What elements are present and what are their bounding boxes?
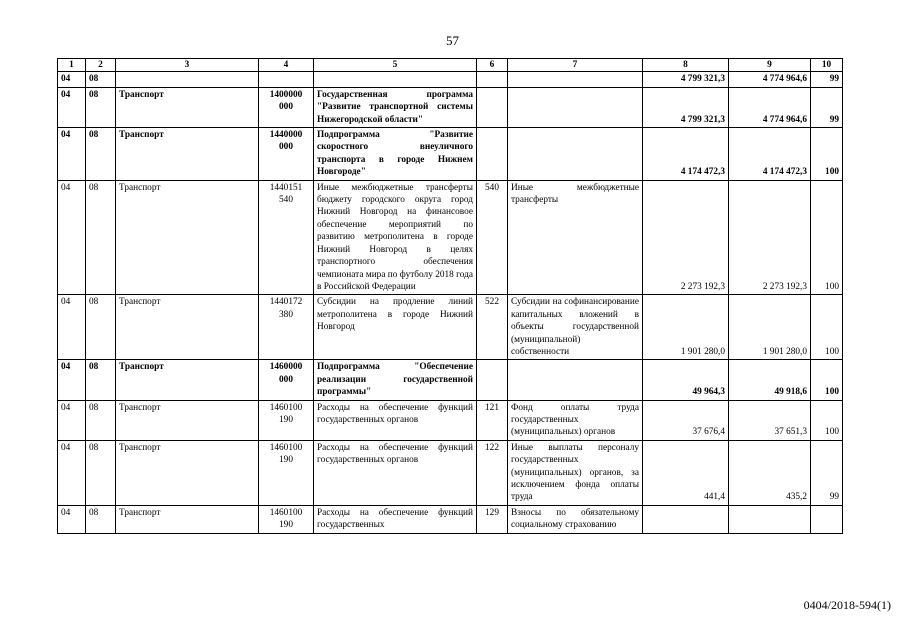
expense-type-name (508, 128, 643, 181)
expense-type-name (508, 360, 643, 400)
expense-type-code (477, 360, 508, 400)
planned-amount: 4 799 321,3 (643, 87, 729, 127)
expense-type-code (477, 87, 508, 127)
expense-type-code (477, 128, 508, 181)
executed-amount: 2 273 192,3 (729, 180, 811, 295)
subsection-name: Транспорт (116, 505, 259, 533)
subsection-code: 08 (86, 400, 116, 440)
executed-amount: 435,2 (729, 440, 811, 505)
page-number: 57 (446, 33, 459, 48)
subsection-code: 08 (86, 360, 116, 400)
expense-type-name (508, 87, 643, 127)
subsection-name: Транспорт (116, 440, 259, 505)
target-article: 1440172 380 (259, 295, 314, 360)
execution-percent: 100 (811, 295, 843, 360)
col-header: 3 (116, 59, 259, 72)
table-row (58, 505, 843, 533)
col-header: 10 (811, 59, 843, 72)
executed-amount: 37 651,3 (729, 400, 811, 440)
target-article: 1440151 540 (259, 180, 314, 295)
article-name: Расходы на обеспечение функций государственных (314, 505, 477, 533)
executed-amount: 4 774 964,6 (729, 72, 811, 87)
expense-type-name: Субсидии на софинансирование капитальных вложений в объекты государственной (муниципальной) собственности (508, 295, 643, 360)
expense-type-name: Иные выплаты персоналу государственных (муниципальных) органов, за исключением фонда оплаты труда (508, 440, 643, 505)
table-row (58, 360, 843, 400)
section-code: 04 (58, 440, 86, 505)
article-name: Подпрограмма "Обеспечение реализации государственной программы" (314, 360, 477, 400)
section-code: 04 (58, 87, 86, 127)
article-name: Субсидии на продление линий метрополитена в городе Нижний Новгород (314, 295, 477, 360)
expense-type-code: 121 (477, 400, 508, 440)
col-header: 1 (58, 59, 86, 72)
section-code: 04 (58, 180, 86, 295)
col-header: 8 (643, 59, 729, 72)
target-article: 1460000 000 (259, 360, 314, 400)
execution-percent: 100 (811, 128, 843, 181)
subsection-name: Транспорт (116, 295, 259, 360)
expense-type-name: Иные межбюджетные трансферты (508, 180, 643, 295)
subsection-code: 08 (86, 87, 116, 127)
planned-amount: 37 676,4 (643, 400, 729, 440)
execution-percent: 100 (811, 400, 843, 440)
executed-amount (729, 505, 811, 533)
target-article: 1460100 190 (259, 505, 314, 533)
execution-percent: 99 (811, 440, 843, 505)
planned-amount: 2 273 192,3 (643, 180, 729, 295)
section-code: 04 (58, 360, 86, 400)
section-code: 04 (58, 400, 86, 440)
budget-table (57, 58, 843, 534)
planned-amount: 4 174 472,3 (643, 128, 729, 181)
expense-type-name: Фонд оплаты труда государственных (муниципальных) органов (508, 400, 643, 440)
expense-type-code: 522 (477, 295, 508, 360)
section-code: 04 (58, 295, 86, 360)
expense-type-code (477, 72, 508, 87)
subsection-name: Транспорт (116, 87, 259, 127)
col-header: 7 (508, 59, 643, 72)
subsection-code: 08 (86, 440, 116, 505)
subsection-name: Транспорт (116, 180, 259, 295)
execution-percent: 99 (811, 87, 843, 127)
header-row (58, 59, 843, 72)
col-header: 2 (86, 59, 116, 72)
execution-percent (811, 505, 843, 533)
planned-amount: 441,4 (643, 440, 729, 505)
expense-type-code: 129 (477, 505, 508, 533)
target-article: 1460100 190 (259, 440, 314, 505)
executed-amount: 4 774 964,6 (729, 87, 811, 127)
table-row (58, 128, 843, 181)
article-name: Расходы на обеспечение функций государственных органов (314, 440, 477, 505)
subsection-name: Транспорт (116, 400, 259, 440)
executed-amount: 1 901 280,0 (729, 295, 811, 360)
subsection-code: 08 (86, 128, 116, 181)
col-header: 6 (477, 59, 508, 72)
execution-percent: 100 (811, 180, 843, 295)
executed-amount: 49 918,6 (729, 360, 811, 400)
execution-percent: 100 (811, 360, 843, 400)
col-header: 9 (729, 59, 811, 72)
table-row (58, 295, 843, 360)
table-row (58, 87, 843, 127)
target-article: 1400000 000 (259, 87, 314, 127)
expense-type-name (508, 72, 643, 87)
article-name (314, 72, 477, 87)
expense-type-code: 122 (477, 440, 508, 505)
planned-amount (643, 505, 729, 533)
article-name: Иные межбюджетные трансферты бюджету городского округа город Нижний Новгород на финансовое обеспечение мероприятий по развитию метрополитена в городе Нижний Новгород в целях транспортного обеспечения чемпионата мира по футболу 2018 года в Российской Федерации (314, 180, 477, 295)
section-code: 04 (58, 72, 86, 87)
col-header: 5 (314, 59, 477, 72)
subsection-name: Транспорт (116, 360, 259, 400)
executed-amount: 4 174 472,3 (729, 128, 811, 181)
execution-percent: 99 (811, 72, 843, 87)
article-name: Подпрограмма "Развитие скоростного внеуличного транспорта в городе Нижнем Новгороде" (314, 128, 477, 181)
col-header: 4 (259, 59, 314, 72)
section-code: 04 (58, 128, 86, 181)
target-article: 1460100 190 (259, 400, 314, 440)
section-code: 04 (58, 505, 86, 533)
subsection-code: 08 (86, 505, 116, 533)
table-row (58, 400, 843, 440)
article-name: Государственная программа "Развитие транспортной системы Нижегородской области" (314, 87, 477, 127)
target-article (259, 72, 314, 87)
target-article: 1440000 000 (259, 128, 314, 181)
subsection-code: 08 (86, 295, 116, 360)
expense-type-name: Взносы по обязательному социальному страхованию (508, 505, 643, 533)
table-row (58, 440, 843, 505)
subsection-code: 08 (86, 180, 116, 295)
subsection-code: 08 (86, 72, 116, 87)
subsection-name (116, 72, 259, 87)
table-row (58, 72, 843, 87)
subsection-name: Транспорт (116, 128, 259, 181)
document-code: 0404/2018-594(1) (803, 598, 891, 612)
planned-amount: 1 901 280,0 (643, 295, 729, 360)
planned-amount: 49 964,3 (643, 360, 729, 400)
table-row (58, 180, 843, 295)
article-name: Расходы на обеспечение функций государственных органов (314, 400, 477, 440)
planned-amount: 4 799 321,3 (643, 72, 729, 87)
expense-type-code: 540 (477, 180, 508, 295)
